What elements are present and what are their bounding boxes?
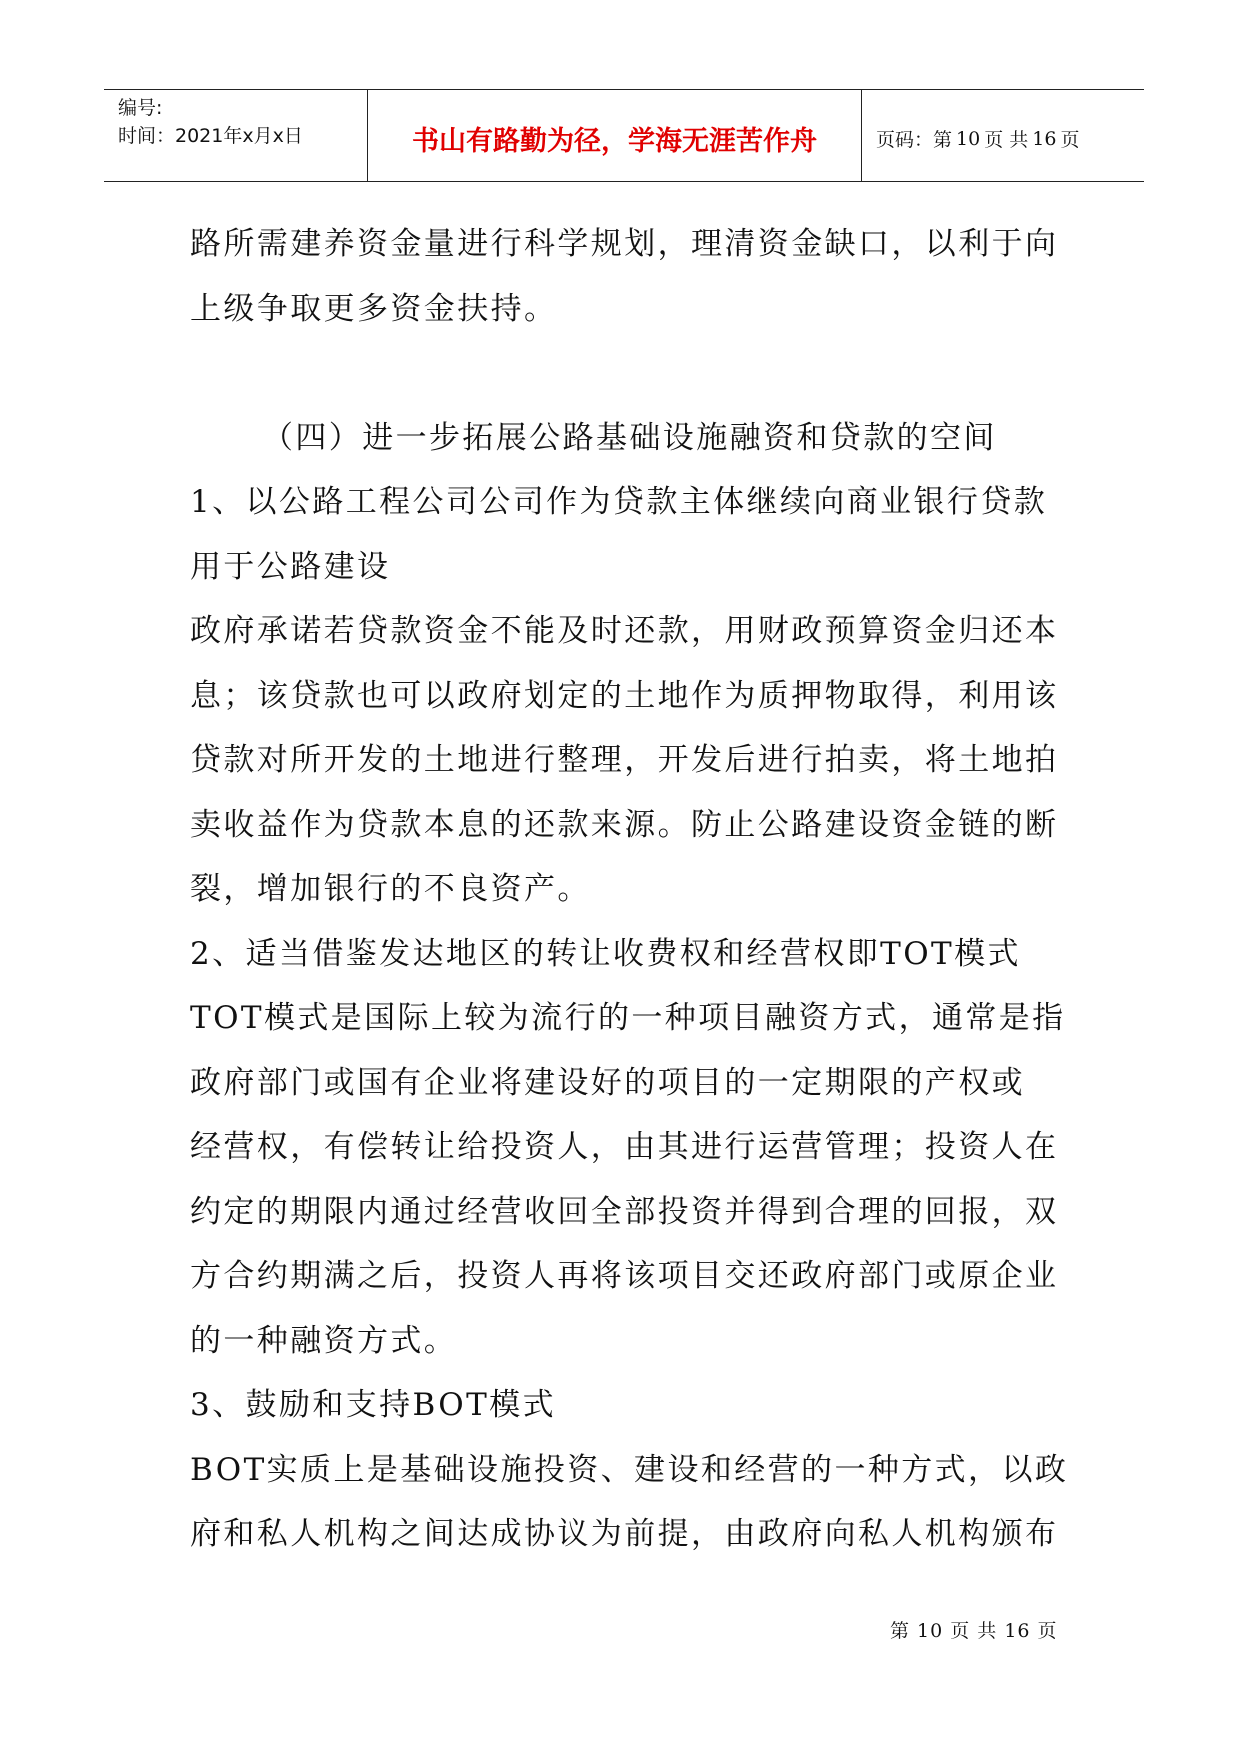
time-label: 时间：2021年x月x日 [118,125,303,147]
page-header [104,89,1144,182]
text-line: 的一种融资方式。 [190,1322,458,1359]
number-label: 编号: [118,97,163,119]
text-line: 路所需建养资金量进行科学规划，理清资金缺口，以利于向 [190,226,1059,262]
text-line: 息；该贷款也可以政府划定的土地作为质押物取得，利用该 [190,677,1059,714]
header-meta [104,90,368,181]
document-body [190,212,1069,1567]
list-item-heading: 1、以公路工程公司公司作为贷款主体继续向商业银行贷款 [190,484,1048,520]
section-heading: （四）进一步拓展公路基础设施融资和贷款的空间 [262,419,997,456]
page-current: 10 [956,127,981,150]
list-item-heading: 3、鼓励和支持BOT模式 [190,1387,556,1423]
page-prefix: 页码：第 [876,129,953,151]
text-line: TOT模式是国际上较为流行的一种项目融资方式，通常是指 [190,1000,1066,1036]
page-total: 16 [1032,127,1057,150]
text-line: 卖收益作为贷款本息的还款来源。防止公路建设资金链的断 [190,806,1059,843]
header-page-info [862,90,1144,181]
text-line: 方合约期满之后，投资人再将该项目交还政府部门或原企业 [190,1258,1059,1294]
text-line: 政府部门或国有企业将建设好的项目的一定期限的产权或 [190,1064,1025,1101]
text-line: 经营权，有偿转让给投资人，由其进行运营管理；投资人在 [190,1129,1059,1165]
text-line: 约定的期限内通过经营收回全部投资并得到合理的回报，双 [190,1193,1059,1230]
text-line: 府和私人机构之间达成协议为前提，由政府向私人机构颁布 [190,1516,1059,1552]
text-line: BOT实质上是基础设施投资、建设和经营的一种方式，以政 [190,1451,1069,1488]
text-line: 贷款对所开发的土地进行整理，开发后进行拍卖，将土地拍 [190,742,1059,778]
list-item-heading: 2、适当借鉴发达地区的转让收费权和经营权即TOT模式 [190,935,1021,972]
page-footer: 第 10 页 共 16 页 [890,1620,1058,1642]
page-suffix: 页 [1060,129,1080,151]
text-line: 用于公路建设 [190,548,391,585]
paragraph-gap [190,341,1060,406]
text-line: 政府承诺若贷款资金不能及时还款，用财政预算资金归还本 [190,613,1059,649]
text-line: 裂，增加银行的不良资产。 [190,871,591,907]
header-motto: 书山有路勤为径，学海无涯苦作舟 [368,90,862,181]
text-line: 上级争取更多资金扶持。 [190,290,558,327]
page-mid: 页 共 [984,129,1029,151]
